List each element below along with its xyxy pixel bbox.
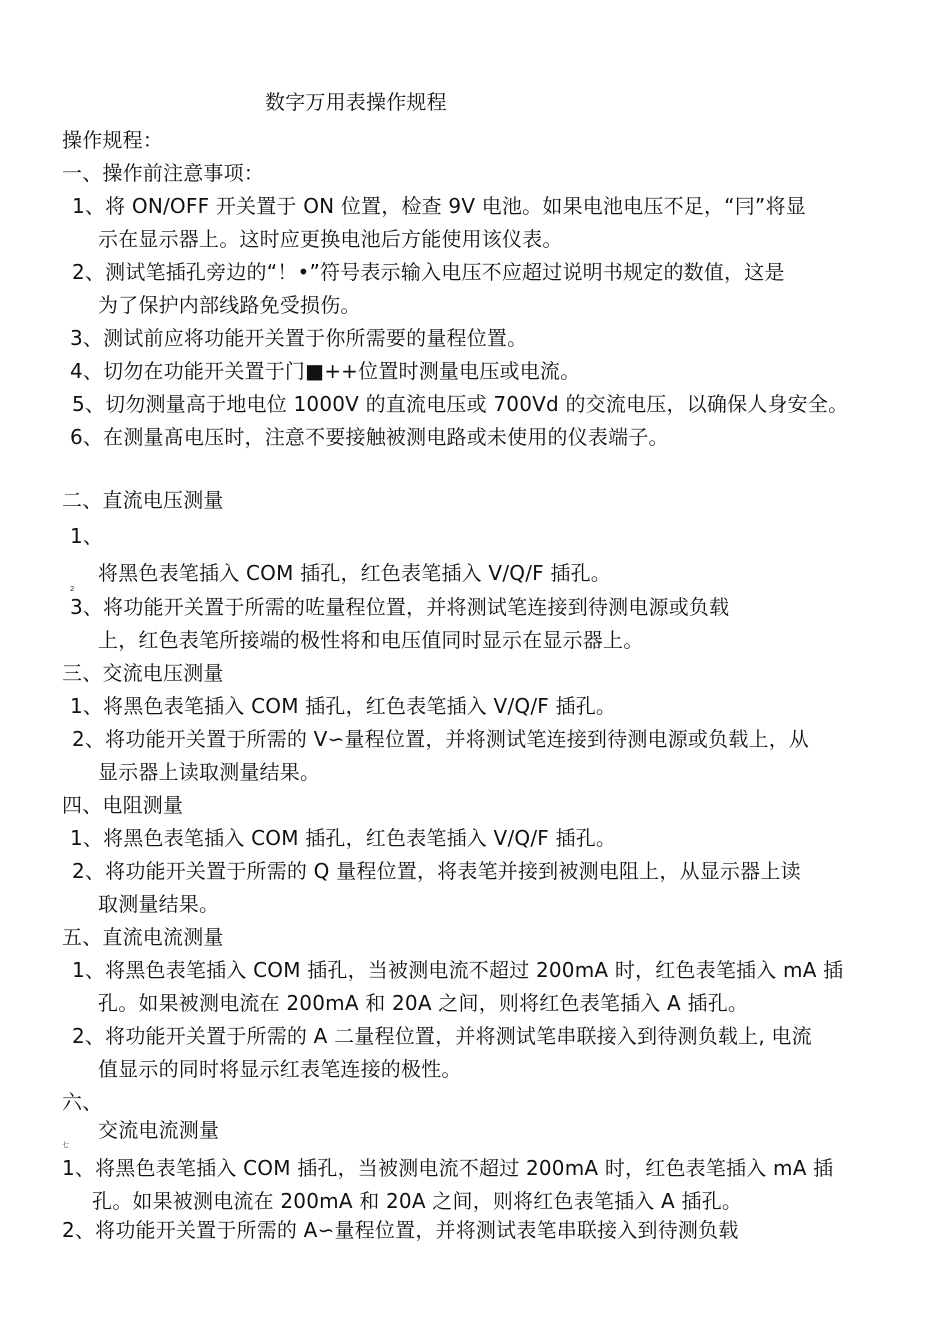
- s5-item-2-line-2: 值显示的同时将显示红表笔连接的极性。: [98, 1057, 462, 1081]
- s1-item-3: 3、测试前应将功能开关置于你所需要的量程位置。: [70, 326, 528, 350]
- s1-item-2-line-1: 2、测试笔插孔旁边的“！•”符号表示输入电压不应超过说明书规定的数值，这是: [72, 260, 785, 284]
- s3-item-2-line-2: 显示器上读取测量结果。: [98, 760, 321, 784]
- section-6-heading-number: 六、: [62, 1090, 103, 1114]
- s2-item-1-text: 将黑色表笔插入 COM 插孔，红色表笔插入 V/Q/F 插孔。: [98, 561, 611, 585]
- section-2-heading: 二、直流电压测量: [62, 488, 224, 512]
- section-1-heading: 一、操作前注意事项：: [62, 161, 264, 185]
- section-4-heading: 四、电阻测量: [62, 793, 184, 817]
- s1-item-1-line-1: 1、将 ON/OFF 开关置于 ON 位置，检查 9V 电池。如果电池电压不足，“冃”将显: [72, 194, 806, 218]
- s3-item-1: 1、将黑色表笔插入 COM 插孔，红色表笔插入 V/Q/F 插孔。: [70, 694, 617, 718]
- s1-item-4: 4、切勿在功能开关置于门■++位置时测量电压或电流。: [70, 359, 581, 383]
- s6-item-1-line-1: 1、将黑色表笔插入 COM 插孔，当被测电流不超过 200mA 时，红色表笔插入 mA 插: [62, 1156, 834, 1180]
- s4-item-2-line-1: 2、将功能开关置于所需的 Q 量程位置，将表笔并接到被测电阻上，从显示器上读: [72, 859, 801, 883]
- s2-item-3-line-2: 上，红色表笔所接端的极性将和电压值同时显示在显示器上。: [98, 628, 644, 652]
- section-3-heading: 三、交流电压测量: [62, 661, 224, 685]
- document-title: 数字万用表操作规程: [265, 90, 447, 114]
- s6-mark: 七: [62, 1141, 69, 1149]
- s2-item-1-number: 1、: [70, 524, 104, 548]
- s4-item-2-line-2: 取测量结果。: [98, 892, 220, 916]
- s1-item-2-line-2: 为了保护内部线路免受损伤。: [98, 293, 361, 317]
- s6-item-2-line-1: 2、将功能开关置于所需的 A∽量程位置，并将测试表笔串联接入到待测负载: [62, 1218, 739, 1242]
- section-5-heading: 五、直流电流测量: [62, 925, 224, 949]
- section-6-heading-text: 交流电流测量: [98, 1118, 220, 1142]
- s5-item-1-line-2: 孔。如果被测电流在 200mA 和 20A 之间，则将红色表笔插入 A 插孔。: [98, 991, 749, 1015]
- s1-item-5: 5、切勿测量高于地电位 1000V 的直流电压或 700Vd 的交流电压，以确保人身安全。: [72, 392, 849, 416]
- s1-item-1-line-2: 示在显示器上。这时应更换电池后方能使用该仪表。: [98, 227, 563, 251]
- s1-item-6: 6、在测量髙电压时，注意不要接触被测电路或未使用的仪表端子。: [70, 425, 669, 449]
- s5-item-1-line-1: 1、将黑色表笔插入 COM 插孔，当被测电流不超过 200mA 时，红色表笔插入 mA 插: [72, 958, 844, 982]
- s3-item-2-line-1: 2、将功能开关置于所需的 V∽量程位置，并将测试笔连接到待测电源或负载上，从: [72, 727, 810, 751]
- intro-label: 操作规程：: [62, 128, 163, 152]
- s2-item-3-line-1: 3、将功能开关置于所需的咗量程位置，并将测试笔连接到待测电源或负载: [70, 595, 730, 619]
- s4-item-1: 1、将黑色表笔插入 COM 插孔，红色表笔插入 V/Q/F 插孔。: [70, 826, 617, 850]
- s2-item-2-mark: 2: [70, 585, 75, 593]
- s6-item-1-line-2: 孔。如果被测电流在 200mA 和 20A 之间，则将红色表笔插入 A 插孔。: [92, 1189, 743, 1213]
- s5-item-2-line-1: 2、将功能开关置于所需的 A 二量程位置，并将测试笔串联接入到待测负载上, 电流: [72, 1024, 812, 1048]
